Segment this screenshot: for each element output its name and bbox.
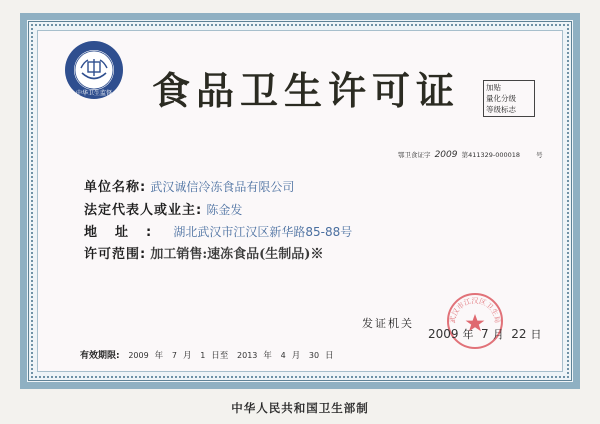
representative-value: 陈金发 [206, 203, 243, 217]
validity-day-unit: 日 [325, 351, 334, 361]
issue-day-unit: 日 [530, 328, 542, 341]
scope-label: 许可范围: [84, 247, 147, 262]
validity-to-month: 4 [280, 351, 286, 360]
representative-label: 法定代表人或业主: [84, 203, 203, 218]
issuing-ministry-footer: 中华人民共和国卫生部制 [231, 401, 369, 415]
issue-year: 2009 [428, 327, 459, 341]
issue-date [424, 326, 541, 342]
scope-value: 加工销售:速冻食品(生制品)※ [150, 247, 324, 262]
validity-to-year: 2013 [237, 351, 258, 360]
validity-year-unit: 年 [154, 351, 164, 361]
grade-line: 加贴 [486, 83, 501, 92]
validity-month-unit: 月 [182, 351, 192, 361]
svg-text:武汉市江汉区卫生局: 武汉市江汉区卫生局 [448, 297, 502, 324]
address-value: 湖北武汉市江汉区新华路85-88号 [173, 225, 353, 239]
permit-prefix: 鄂卫食证字 [398, 151, 431, 159]
certificate-title: 食品卫生许可证 [152, 68, 461, 113]
validity-period [80, 348, 334, 361]
unit-name-value: 武汉诚信冷冻食品有限公司 [150, 180, 295, 194]
validity-from-year: 2009 [128, 351, 149, 360]
unit-name-row [84, 176, 294, 195]
address-label: 地址: [84, 225, 170, 240]
grade-line: 等级标志 [486, 105, 516, 114]
issue-month-unit: 月 [492, 328, 504, 341]
validity-from-day: 1 [200, 351, 206, 360]
validity-year-unit: 年 [263, 351, 272, 361]
health-supervision-emblem [64, 40, 124, 100]
scope-row [84, 243, 323, 262]
validity-to-word: 日至 [211, 351, 229, 361]
grade-label-box [483, 80, 535, 117]
validity-month-unit: 月 [291, 351, 301, 361]
svg-text:中华卫生监督: 中华卫生监督 [75, 90, 113, 97]
issue-month: 7 [481, 327, 489, 341]
unit-name-label: 单位名称: [84, 180, 147, 195]
address-row [84, 221, 352, 240]
issue-year-unit: 年 [462, 328, 474, 341]
issue-day: 22 [511, 327, 527, 341]
validity-label: 有效期限: [80, 351, 120, 361]
permit-suffix: 号 [536, 151, 543, 159]
permit-year: 2009 [434, 150, 458, 160]
representative-row [84, 199, 242, 218]
permit-number [398, 150, 543, 160]
validity-to-day: 30 [308, 351, 320, 360]
issuer-label: 发证机关 [362, 317, 414, 330]
grade-line: 量化分级 [486, 94, 516, 103]
permit-number-value: 第411329-000018 [461, 151, 521, 159]
validity-from-month: 7 [171, 351, 177, 360]
